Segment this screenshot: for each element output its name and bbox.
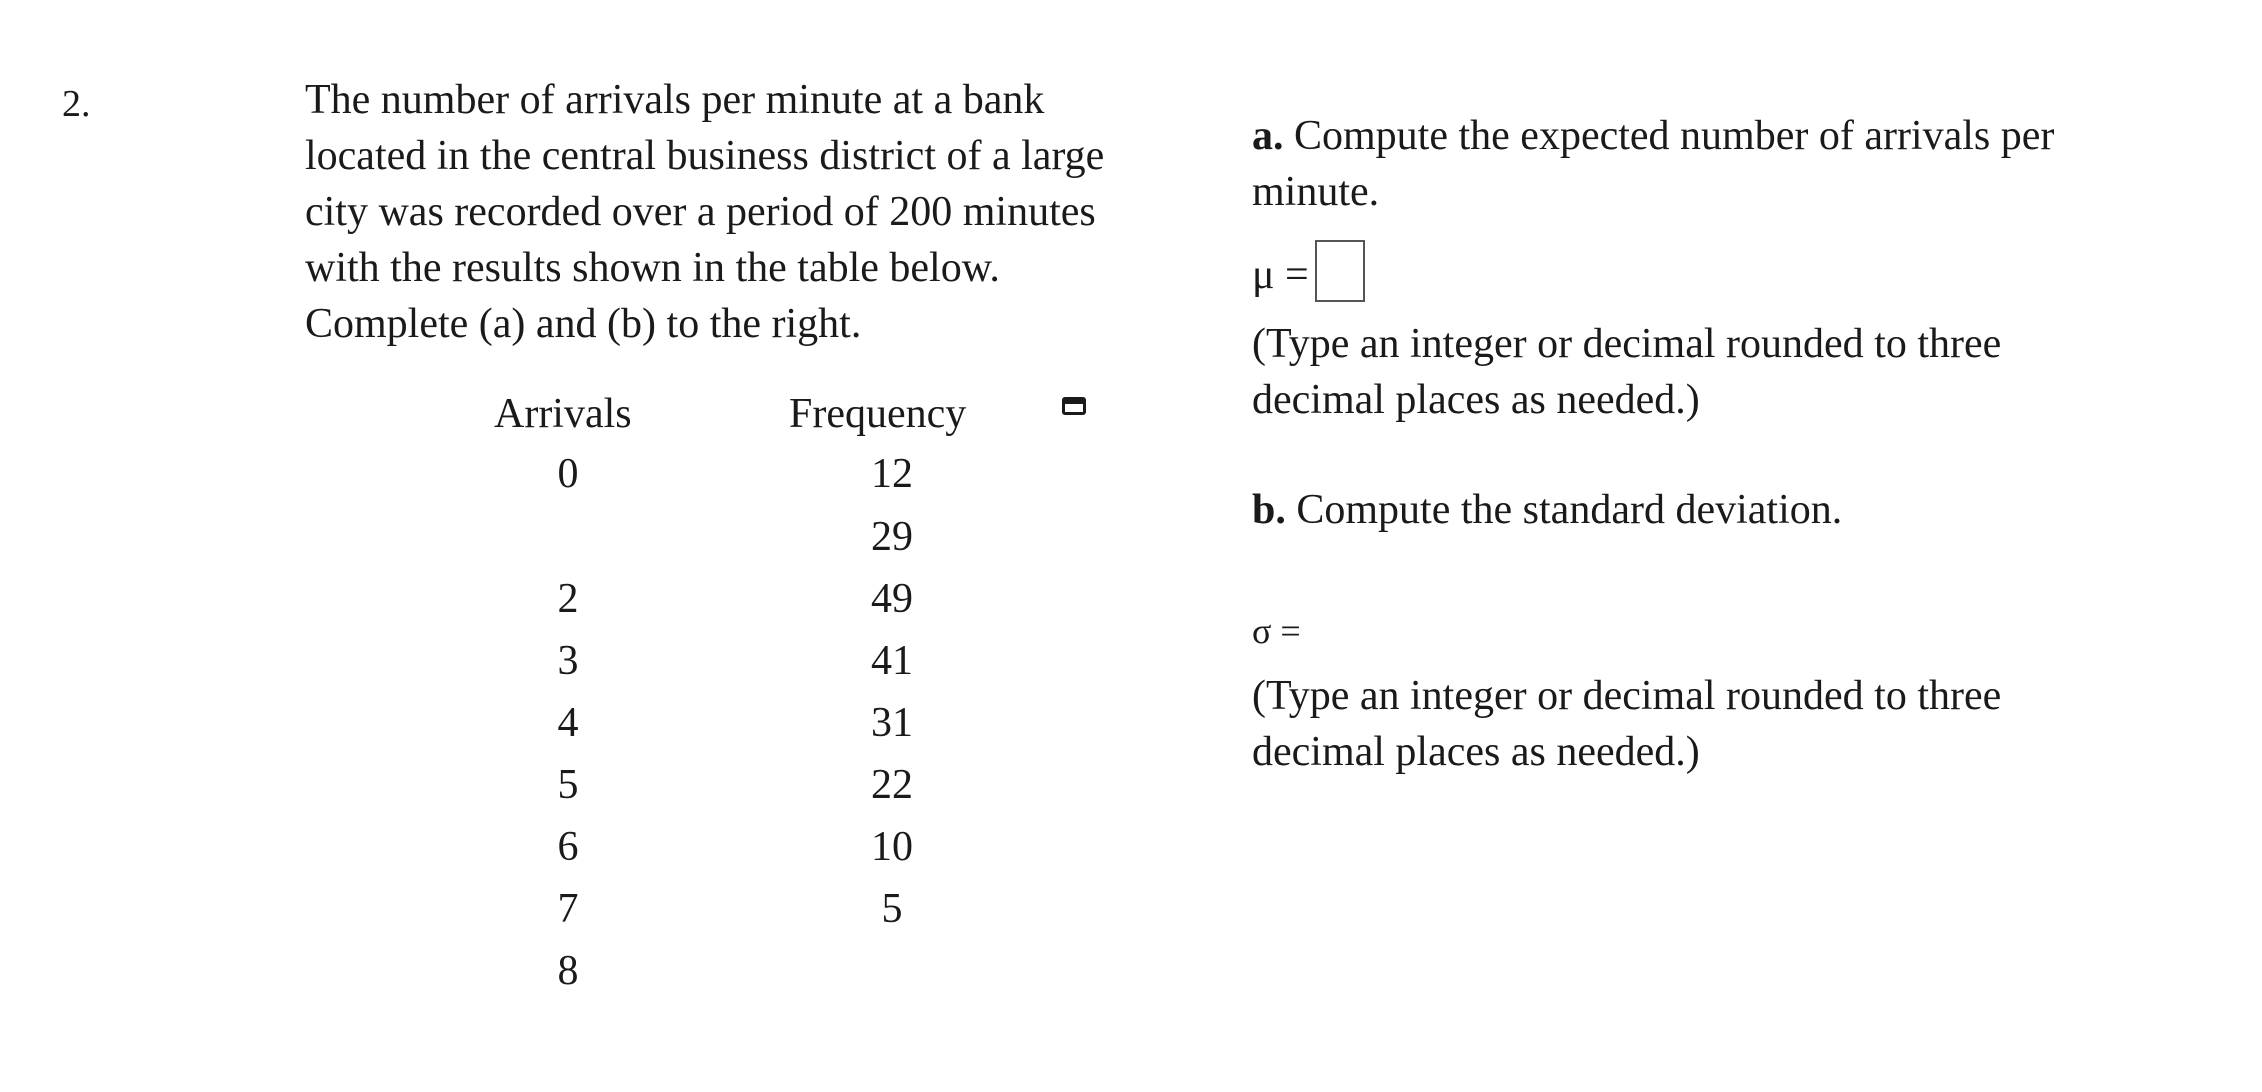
frequency-cell: 49 — [871, 576, 913, 622]
prompt-line: Complete (a) and (b) to the right. — [305, 301, 862, 347]
arrivals-cell: 4 — [557, 700, 579, 746]
part-a-label: a. — [1252, 113, 1284, 159]
frequency-cell: 41 — [871, 638, 913, 684]
part-a-hint-cont: decimal places as needed.) — [1252, 377, 1700, 423]
copy-table-icon[interactable] — [1062, 397, 1086, 415]
part-a-question-cont: minute. — [1252, 169, 1380, 215]
arrivals-cell: 8 — [557, 948, 579, 994]
part-b-label: b. — [1252, 487, 1286, 533]
part-b-question — [1252, 482, 1842, 538]
mu-symbol: μ = — [1252, 252, 1309, 299]
sigma-row — [1252, 603, 1301, 659]
prompt-line: city was recorded over a period of 200 minutes — [305, 189, 1096, 235]
problem-statement — [305, 72, 1225, 352]
arrivals-cell: 5 — [557, 762, 579, 808]
mu-answer-row — [1252, 244, 1365, 306]
frequency-cell: 22 — [871, 762, 913, 808]
prompt-line: The number of arrivals per minute at a bank — [305, 77, 1045, 123]
part-a-hint: (Type an integer or decimal rounded to three — [1252, 321, 2002, 367]
question-number: 2. — [62, 83, 91, 125]
prompt-line: with the results shown in the table below. — [305, 245, 1000, 291]
part-b-hint-cont: decimal places as needed.) — [1252, 729, 1700, 775]
frequency-cell: 10 — [871, 824, 913, 870]
frequency-column-header: Frequency — [789, 391, 967, 437]
frequency-cell: 12 — [871, 451, 913, 497]
arrivals-cell: 0 — [557, 451, 579, 497]
sigma-symbol: σ = — [1252, 611, 1301, 651]
mu-answer-input[interactable] — [1315, 240, 1365, 302]
arrivals-cell: 2 — [557, 576, 579, 622]
part-a-question — [1252, 108, 2054, 164]
frequency-cell: 29 — [871, 514, 913, 560]
arrivals-cell: 7 — [557, 886, 579, 932]
arrivals-cell: 6 — [557, 824, 579, 870]
arrivals-column-header: Arrivals — [494, 391, 632, 437]
part-b-question-text: Compute the standard deviation. — [1296, 487, 1843, 533]
part-b-hint: (Type an integer or decimal rounded to three — [1252, 673, 2002, 719]
arrivals-cell: 3 — [557, 638, 579, 684]
frequency-cell: 31 — [871, 700, 913, 746]
part-a-question-text: Compute the expected number of arrivals per — [1294, 113, 2055, 159]
prompt-line: located in the central business district of a large — [305, 133, 1105, 179]
frequency-cell: 5 — [881, 886, 903, 932]
